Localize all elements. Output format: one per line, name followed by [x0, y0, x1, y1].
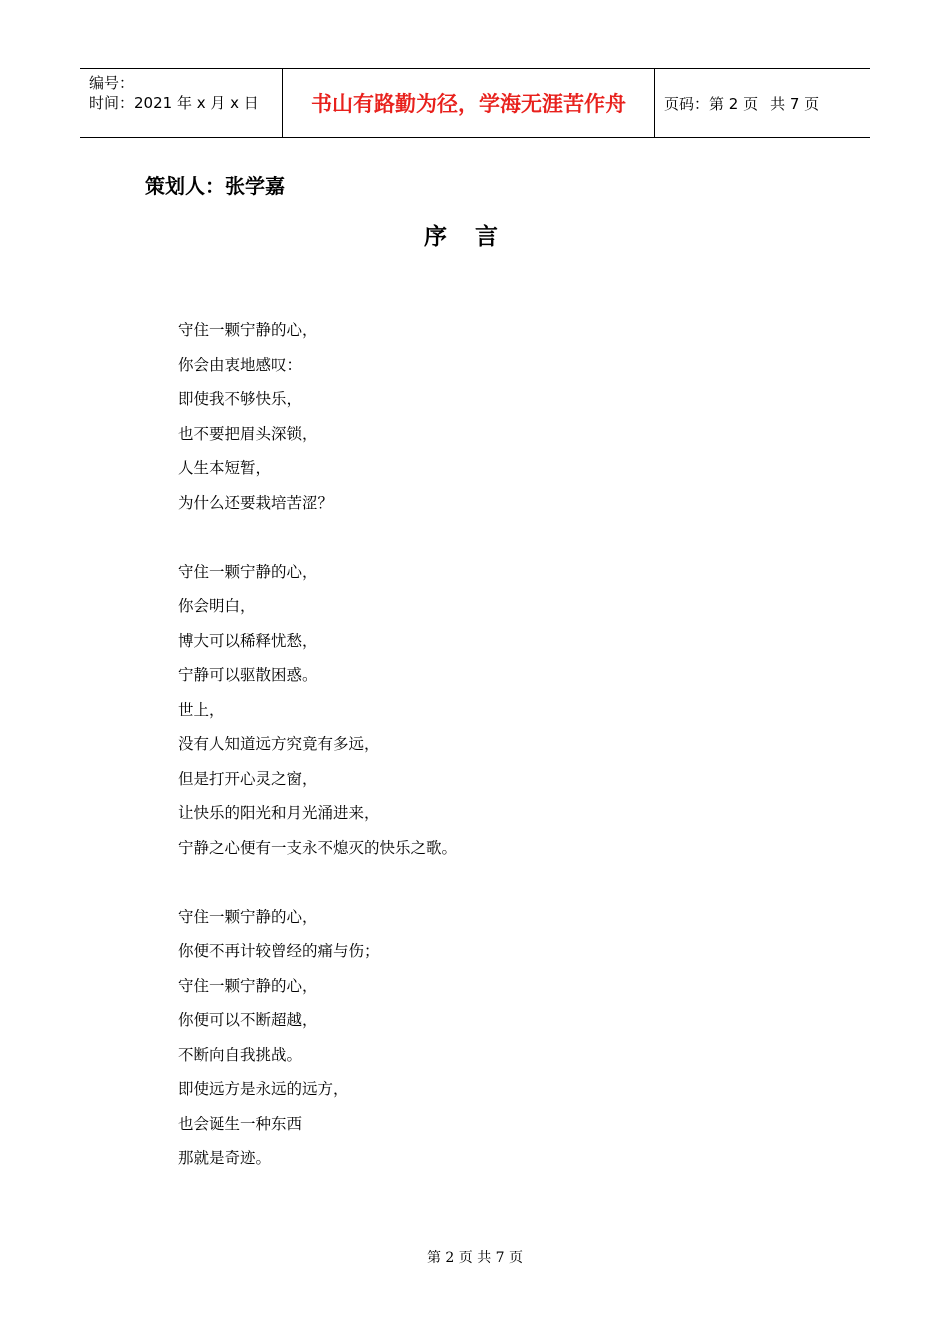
poem-stanza	[178, 905, 457, 1181]
poem-line: 你便不再计较曾经的痛与伤；	[178, 942, 380, 960]
poem-line: 那就是奇迹。	[178, 1149, 272, 1167]
total-label: 共 7 页	[770, 94, 820, 113]
number-label: 编号：	[89, 74, 135, 92]
poem	[178, 318, 457, 1215]
poem-line: 守住一颗宁静的心，	[178, 907, 318, 926]
poem-stanza	[178, 318, 457, 525]
poem-line: 让快乐的阳光和月光涌进来，	[178, 804, 380, 822]
header-page-info	[655, 69, 870, 137]
planner-line: 策划人：张学嘉	[145, 174, 285, 198]
poem-stanza	[178, 560, 457, 871]
poem-line: 宁静可以驱散困惑。	[178, 666, 318, 684]
poem-line: 即使远方是永远的远方，	[178, 1080, 349, 1098]
poem-line: 守住一颗宁静的心，	[178, 976, 318, 995]
poem-line: 但是打开心灵之窗，	[178, 769, 318, 788]
poem-line: 守住一颗宁静的心，	[178, 562, 318, 581]
poem-line: 也会诞生一种东西	[178, 1114, 303, 1133]
poem-line: 你便可以不断超越，	[178, 1011, 318, 1029]
poem-line: 不断向自我挑战。	[178, 1045, 303, 1064]
poem-line: 守住一颗宁静的心，	[178, 321, 318, 339]
page-footer: 第 2 页 共 7 页	[426, 1250, 524, 1266]
poem-line: 也不要把眉头深锁，	[178, 424, 318, 443]
poem-line: 博大可以稀释忧愁，	[178, 631, 318, 650]
header-meta	[80, 69, 282, 137]
page-label: 页码：第 2 页	[664, 94, 759, 113]
poem-line: 宁静之心便有一支永不熄灭的快乐之歌。	[178, 838, 458, 857]
poem-line: 即使我不够快乐，	[178, 390, 303, 408]
poem-line: 你会由衷地感叹：	[178, 355, 303, 374]
time-label: 时间：2021 年 x 月 x 日	[89, 94, 259, 112]
header-motto: 书山有路勤为径，学海无涯苦作舟	[311, 92, 626, 116]
poem-line: 为什么还要栽培苦涩？	[178, 493, 334, 512]
poem-line: 你会明白，	[178, 597, 256, 615]
document-header	[80, 68, 870, 138]
page-title: 序言	[424, 224, 526, 250]
poem-line: 没有人知道远方究竟有多远，	[178, 735, 380, 753]
poem-line: 人生本短暂，	[178, 459, 272, 477]
poem-line: 世上，	[178, 700, 225, 719]
header-motto-cell	[282, 69, 655, 137]
